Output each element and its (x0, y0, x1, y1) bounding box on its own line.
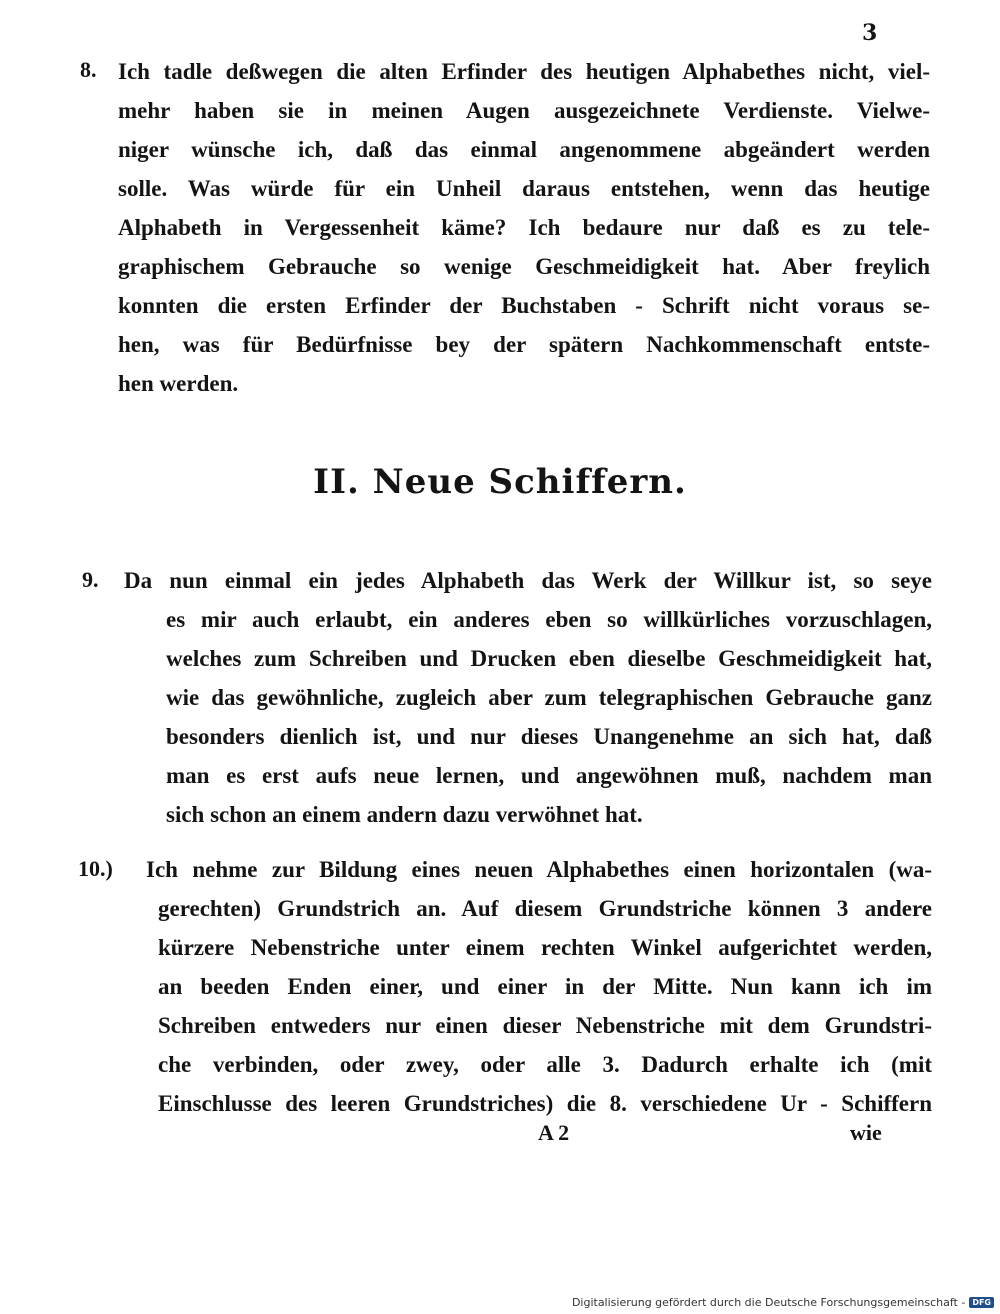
text-line: hen werden. (118, 371, 239, 396)
text-line: man es erst aufs neue lernen, und angewöhnen muß, nachdem man (166, 763, 932, 788)
text-line: welches zum Schreiben und Drucken eben dieselbe Geschmeidigkeit hat, (166, 646, 932, 671)
text-line: Einschlusse des leeren Grundstriches) die 8. verschiedene Ur - Schiffern (158, 1091, 932, 1116)
text-line: Alphabeth in Vergessenheit käme? Ich bedaure nur daß es zu tele- (118, 215, 930, 240)
text-line: graphischem Gebrauche so wenige Geschmeidigkeit hat. Aber freylich (118, 254, 930, 279)
text-line: Ich nehme zur Bildung eines neuen Alphabethes einen horizontalen (wa- (146, 857, 932, 882)
text-line: sich schon an einem andern dazu verwöhnet hat. (166, 802, 643, 827)
text-line: es mir auch erlaubt, ein anderes eben so willkürliches vorzuschlagen, (166, 607, 932, 632)
paragraph-number: 9. (82, 567, 99, 592)
text-line: an beeden Enden einer, und einer in der Mitte. Nun kann ich im (158, 974, 932, 999)
paragraph-8 (118, 52, 930, 403)
text-line: konnten die ersten Erfinder der Buchstaben - Schrift nicht voraus se- (118, 293, 930, 318)
paragraph-9 (124, 561, 932, 834)
paragraph-number: 8. (80, 57, 97, 82)
text-line: kürzere Nebenstriche unter einem rechten Winkel aufgerichtet werden, (158, 935, 932, 960)
text-line: Ich tadle deßwegen die alten Erfinder des heutigen Alphabethes nicht, viel- (118, 59, 930, 84)
page-number: 3 (862, 20, 878, 46)
text-line: wie das gewöhnliche, zugleich aber zum telegraphischen Gebrauche ganz (166, 685, 932, 710)
paragraph-10 (146, 850, 932, 1123)
paragraph-number: 10.) (78, 856, 113, 881)
text-line: mehr haben sie in meinen Augen ausgezeichnete Verdienste. Vielwe- (118, 98, 930, 123)
text-line: hen, was für Bedürfnisse bey der spätern Nachkommenschaft entste- (118, 332, 930, 357)
text-line: Schreiben entweders nur einen dieser Nebenstriche mit dem Grundstri- (158, 1013, 932, 1038)
catchword: wie (850, 1120, 882, 1145)
text-line: niger wünsche ich, daß das einmal angenommene abgeändert werden (118, 137, 930, 162)
text-line: besonders dienlich ist, und nur dieses Unangenehme an sich hat, daß (166, 724, 932, 749)
text-line: che verbinden, oder zwey, oder alle 3. Dadurch erhalte ich (mit (158, 1052, 932, 1077)
text-line: gerechten) Grundstrich an. Auf diesem Grundstriche können 3 andere (158, 896, 932, 921)
text-line: Da nun einmal ein jedes Alphabeth das Werk der Willkur ist, so seye (124, 568, 932, 593)
digitization-footer (572, 1296, 994, 1309)
footer-text: Digitalisierung gefördert durch die Deutsche Forschungsgemeinschaft - (571, 1296, 966, 1309)
section-heading: II. Neue Schiffern. (313, 462, 687, 502)
signature-mark: A 2 (538, 1120, 570, 1145)
text-line: solle. Was würde für ein Unheil daraus entstehen, wenn das heutige (118, 176, 930, 201)
dfg-logo-icon: DFG (969, 1297, 994, 1308)
